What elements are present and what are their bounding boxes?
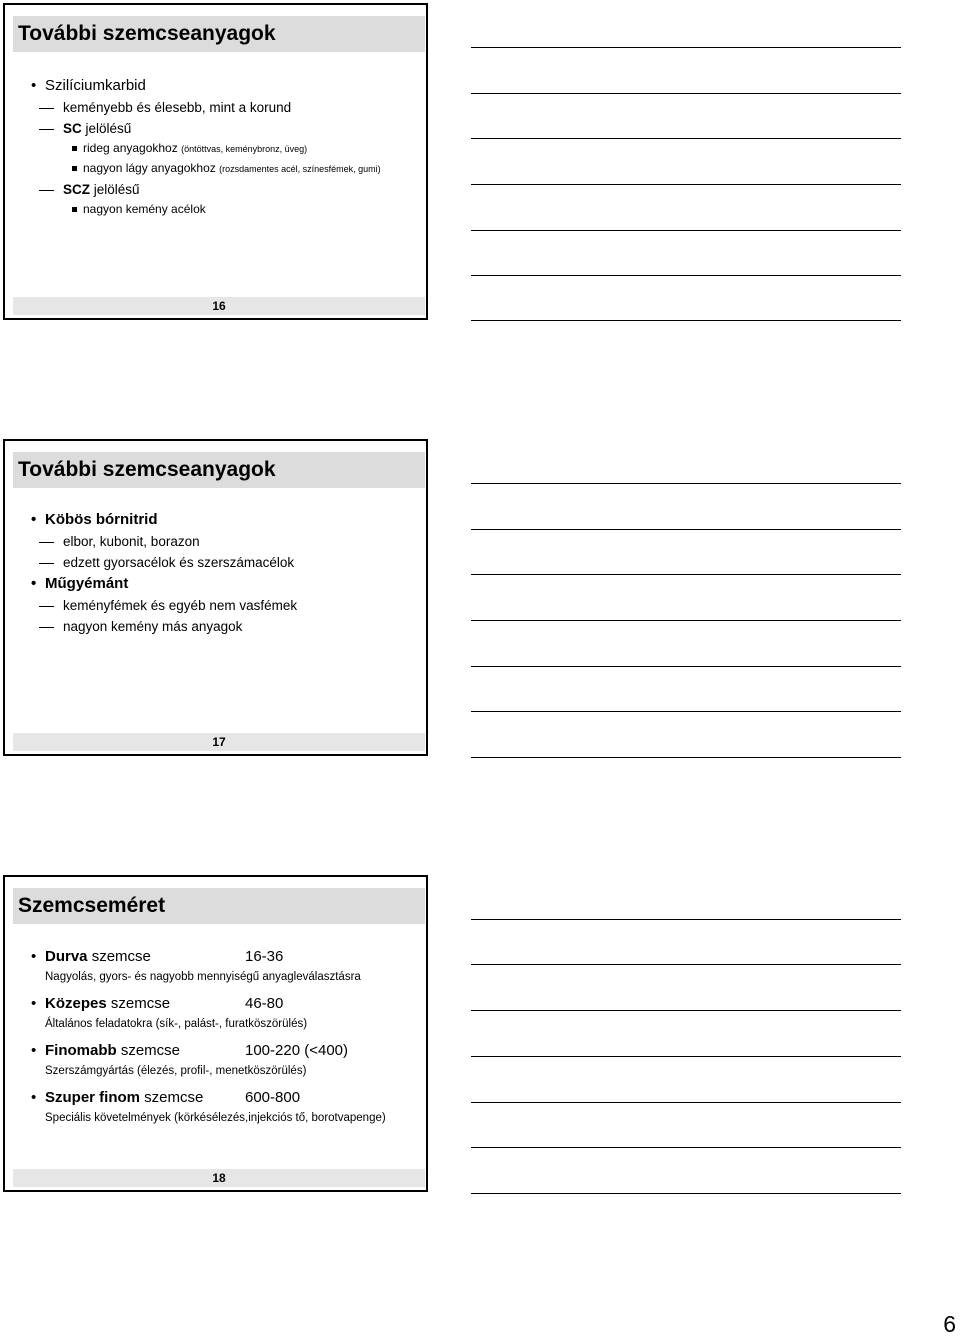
slide-number: 17 — [13, 733, 425, 751]
note-line — [471, 1193, 901, 1194]
grit-range: 600-800 — [245, 1089, 301, 1106]
grit-suffix: szemcse — [140, 1089, 204, 1106]
note-line — [471, 1147, 901, 1148]
bullet-text: nagyon lágy anyagokhoz — [83, 161, 220, 175]
grit-name: Közepes — [45, 995, 107, 1012]
bullet-text: nagyon kemény acélok — [83, 202, 206, 216]
sub-sub-bullet-item — [17, 139, 422, 159]
grit-name: Szuper finom — [45, 1089, 141, 1106]
grit-item — [17, 993, 422, 1015]
grit-suffix: szemcse — [106, 995, 171, 1012]
sub-bullet-item — [17, 595, 422, 616]
note-line — [471, 529, 901, 530]
note-line — [471, 230, 901, 231]
bullet-text: Köbös bórnitrid — [45, 511, 158, 528]
slide-number: 16 — [13, 297, 425, 315]
sub-bullet-item — [17, 179, 422, 200]
slide-title: További szemcseanyagok — [13, 452, 425, 488]
note-line — [471, 1102, 901, 1103]
grit-name: Finomabb — [45, 1042, 117, 1059]
slide-16 — [3, 3, 428, 320]
note-line — [471, 666, 901, 667]
bullet-item — [17, 75, 422, 97]
sub-bullet-item — [17, 97, 422, 118]
sub-sub-bullet-item — [17, 200, 422, 219]
bullet-item — [17, 509, 422, 531]
note-line — [471, 757, 901, 758]
note-line — [471, 574, 901, 575]
grit-item — [17, 946, 422, 968]
bullet-text: keményfémek és egyéb nem vasfémek — [63, 598, 298, 613]
note-line — [471, 919, 901, 920]
note-line — [471, 47, 901, 48]
grit-suffix: szemcse — [116, 1042, 181, 1059]
bullet-text: Műgyémánt — [45, 575, 129, 592]
slide-content — [17, 75, 422, 219]
note-line — [471, 320, 901, 321]
sub-bullet-item — [17, 531, 422, 552]
grit-range: 16-36 — [245, 948, 284, 965]
bullet-text: elbor, kubonit, borazon — [63, 534, 200, 549]
note-line — [471, 138, 901, 139]
grit-description: Szerszámgyártás (élezés, profil-, menetköszörülés) — [45, 1065, 307, 1077]
slide-content — [17, 509, 422, 637]
bullet-bold: SCZ — [63, 182, 90, 197]
sub-sub-bullet-item — [17, 159, 422, 179]
grit-name: Durva — [45, 948, 88, 965]
note-line — [471, 964, 901, 965]
bullet-text: jelölésű — [81, 121, 132, 136]
note-line — [471, 620, 901, 621]
bullet-text: jelölésű — [90, 182, 140, 197]
slide-title: További szemcseanyagok — [13, 16, 425, 52]
slide-18 — [3, 875, 428, 1192]
slide-number: 18 — [13, 1169, 425, 1187]
slide-17 — [3, 439, 428, 756]
note-line — [471, 184, 901, 185]
page-number: 6 — [943, 1311, 956, 1337]
slide-content — [17, 946, 422, 1134]
bullet-text: edzett gyorsacélok és szerszámacélok — [63, 555, 295, 570]
bullet-item — [17, 573, 422, 595]
grit-description: Nagyolás, gyors- és nagyobb mennyiségű anyagleválasztásra — [45, 971, 361, 983]
bullet-text: keményebb és élesebb, mint a korund — [63, 100, 292, 115]
note-line — [471, 93, 901, 94]
note-line — [471, 711, 901, 712]
note-line — [471, 275, 901, 276]
bullet-note: (öntöttvas, keménybronz, üveg) — [181, 144, 308, 154]
bullet-text: Szilíciumkarbid — [45, 77, 146, 94]
bullet-text: nagyon kemény más anyagok — [63, 619, 243, 634]
grit-item — [17, 1087, 422, 1109]
grit-suffix: szemcse — [87, 948, 151, 965]
note-line — [471, 1056, 901, 1057]
grit-description: Általános feladatokra (sík-, palást-, furatköszörülés) — [45, 1018, 308, 1030]
sub-bullet-item — [17, 118, 422, 139]
bullet-text: rideg anyagokhoz — [83, 141, 182, 155]
grit-range: 100-220 (<400) — [245, 1042, 348, 1059]
bullet-bold: SC — [63, 121, 82, 136]
note-line — [471, 483, 901, 484]
grit-item — [17, 1040, 422, 1062]
sub-bullet-item — [17, 552, 422, 573]
grit-range: 46-80 — [245, 995, 284, 1012]
slide-title: Szemcseméret — [13, 888, 425, 924]
sub-bullet-item — [17, 616, 422, 637]
note-line — [471, 1010, 901, 1011]
grit-description: Speciális követelmények (körkésélezés,injekciós tő, borotvapenge) — [45, 1112, 386, 1124]
bullet-note: (rozsdamentes acél, színesfémek, gumi) — [219, 164, 381, 174]
